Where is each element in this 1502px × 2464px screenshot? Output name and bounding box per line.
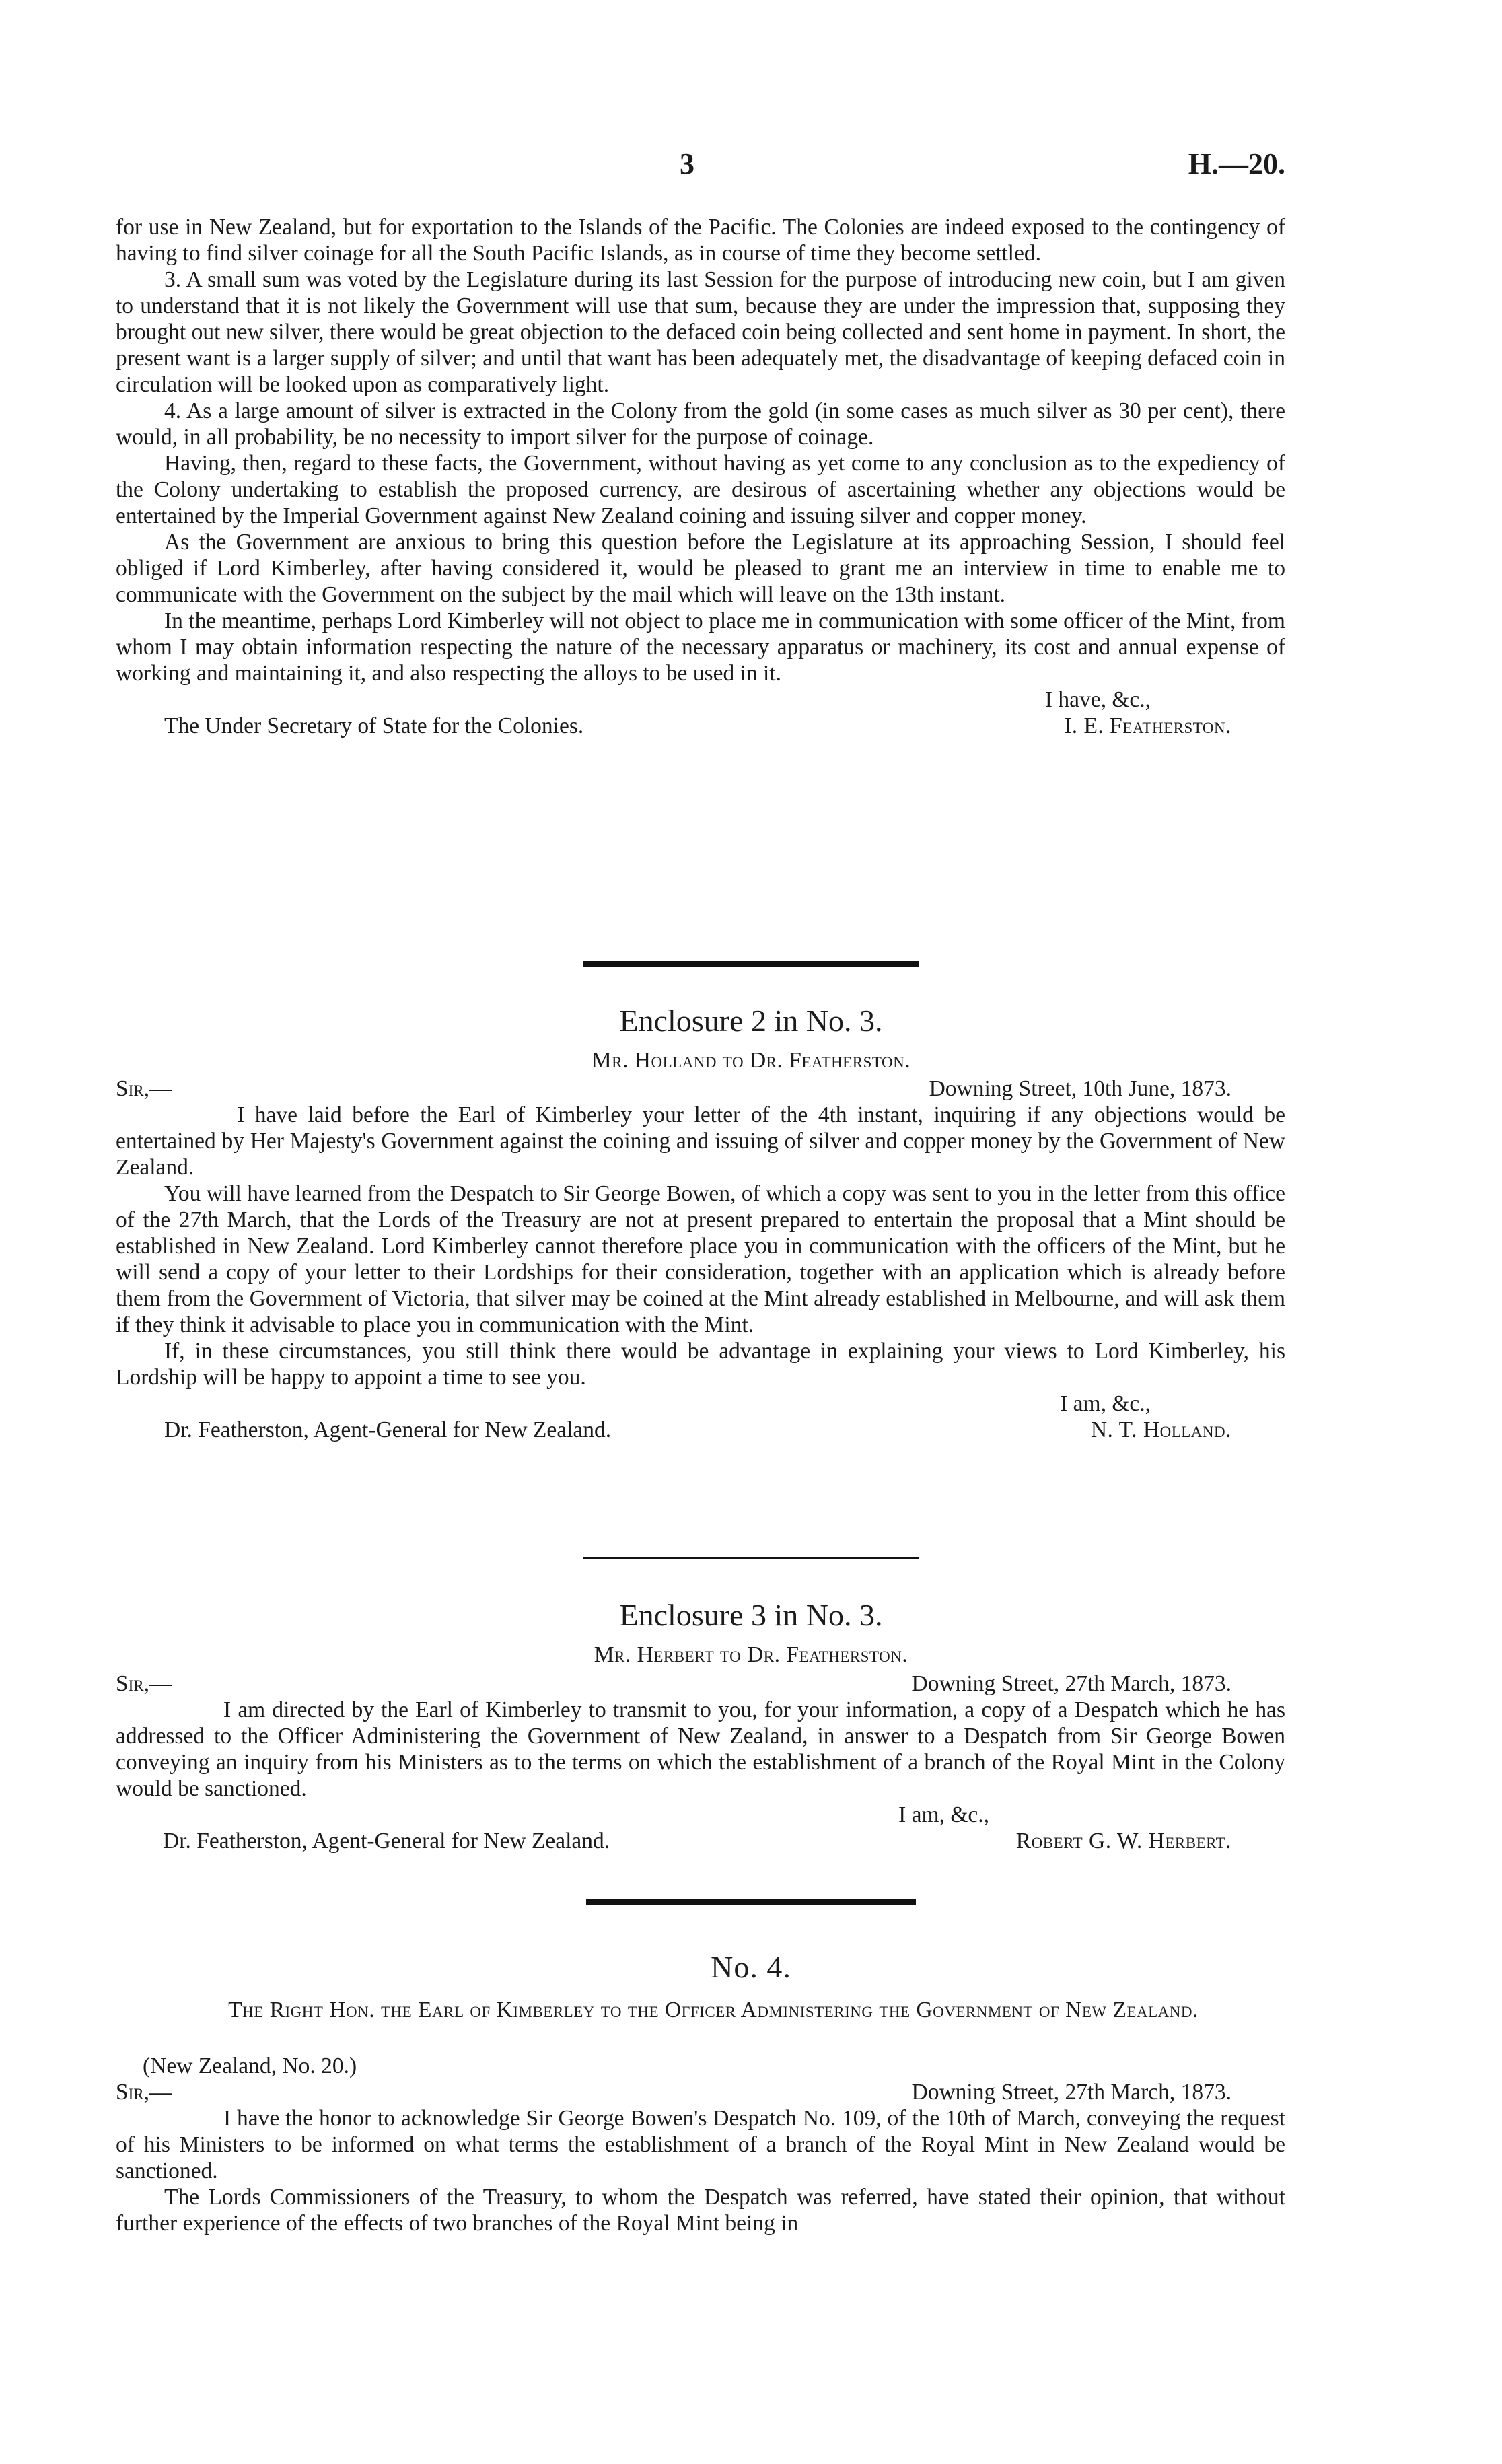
no-4-letter	[116, 2053, 1285, 2237]
signature: Robert G. W. Herbert.	[1015, 1829, 1231, 1854]
paragraph: If, in these circumstances, you still think there would be advantage in explaining your views to Lord Kimberley, his Lordship will be happy to appoint a time to see you.	[116, 1339, 1285, 1390]
enclosure-3-title: Enclosure 3 in No. 3.	[619, 1598, 883, 1632]
sign-off-row	[116, 1828, 1285, 1854]
paragraph: As the Government are anxious to bring this question before the Legislature at its approaching Session, I should feel obliged if Lord Kimberley, after having considered it, would be pleased to grant me an interview in time to enable me to communicate with the Government on the subject by the mail which will leave on the 13th instant.	[116, 530, 1285, 607]
dateline: Downing Street, 27th March, 1873.	[911, 1671, 1231, 1696]
salutation-row	[116, 1076, 1285, 1102]
signature: I. E. Featherston.	[1064, 713, 1231, 738]
paragraph: In the meantime, perhaps Lord Kimberley will not object to place me in communication with some officer of the Mint, from whom I may obtain information respecting the nature of the necessary apparatus or machinery, its cost and annual expense of working and maintaining it, and also respecting the alloys to be used in it.	[116, 608, 1285, 686]
no-4-title: No. 4.	[711, 1950, 791, 1984]
dateline: Downing Street, 27th March, 1873.	[911, 2080, 1231, 2105]
document-reference: H.—20.	[1188, 147, 1285, 180]
letter-continuation	[116, 214, 1285, 739]
paragraph: for use in New Zealand, but for exportation to the Islands of the Pacific. The Colonies are indeed exposed to the contingency of having to find silver coinage for all the South Pacific Islands, as in course of time they become settled.	[116, 215, 1285, 266]
section-divider	[586, 1899, 916, 1905]
enclosure-2-letter	[116, 1076, 1285, 1443]
paragraph: 3. A small sum was voted by the Legislature during its last Session for the purpose of introducing new coin, but I am given to understand that it is not likely the Government will use that sum, because they are under the impression that, supposing they brought out new silver, there would be great objection to the defaced coin being collected and sent home in payment. In short, the present want is a larger supply of silver; and until that want has been adequately met, the disadvantage of keeping defaced coin in circulation will be looked upon as comparatively light.	[116, 267, 1285, 397]
closing: I am, &c.,	[898, 1802, 989, 1827]
enclosure-3-from-to: Mr. Herbert to Dr. Featherston.	[594, 1642, 908, 1667]
closing: I am, &c.,	[1060, 1391, 1151, 1416]
addressee: The Under Secretary of State for the Colonies.	[164, 713, 584, 738]
paragraph: The Lords Commissioners of the Treasury, to whom the Despatch was referred, have stated their opinion, that without further experience of the effects of two branches of the Royal Mint being in	[116, 2185, 1285, 2236]
paragraph: I have laid before the Earl of Kimberley your letter of the 4th instant, inquiring if any objections would be entertained by Her Majesty's Government against the coining and issuing of silver and copper money by the Government of New Zealand.	[116, 1102, 1285, 1180]
closing: I have, &c.,	[1044, 687, 1151, 712]
addressee: Dr. Featherston, Agent-General for New Zealand.	[163, 1829, 610, 1854]
signature: N. T. Holland.	[1090, 1417, 1231, 1442]
paragraph: Having, then, regard to these facts, the Government, without having as yet come to any conclusion as to the expediency of the Colony undertaking to establish the proposed currency, are desirous of ascertaining whether any objections would be entertained by the Imperial Government against New Zealand coining and issuing silver and copper money.	[116, 451, 1285, 528]
section-divider	[583, 1557, 919, 1559]
section-divider	[583, 961, 919, 967]
salutation-row	[116, 1670, 1285, 1697]
salutation: Sir,—	[116, 1671, 172, 1696]
despatch-annotation: (New Zealand, No. 20.)	[143, 2053, 357, 2078]
paragraph: You will have learned from the Despatch to Sir George Bowen, of which a copy was sent to you in the letter from this office of the 27th March, that the Lords of the Treasury are not at present prepared to entertain the proposal that a Mint should be established in New Zealand. Lord Kimberley cannot therefore place you in communication with the officers of the Mint, but he will send a copy of your letter to their Lordships for their consideration, together with an application which is already before them from the Government of Victoria, that silver may be coined at the Mint already established in Melbourne, and will ask them if they think it advisable to place you in communication with the Mint.	[116, 1181, 1285, 1337]
salutation-row	[116, 2079, 1285, 2105]
page-number: 3	[680, 147, 694, 180]
dateline: Downing Street, 10th June, 1873.	[929, 1076, 1231, 1101]
paragraph: I have the honor to acknowledge Sir George Bowen's Despatch No. 109, of the 10th of March, conveying the request of his Ministers to be informed on what terms the establishment of a branch of the Royal Mint in New Zealand would be sanctioned.	[116, 2106, 1285, 2183]
enclosure-2-from-to: Mr. Holland to Dr. Featherston.	[591, 1048, 911, 1073]
salutation: Sir,—	[116, 2080, 172, 2105]
paragraph: 4. As a large amount of silver is extracted in the Colony from the gold (in some cases as much silver as 30 per cent), there would, in all probability, be no necessity to import silver for the purpose of coinage.	[116, 398, 1285, 450]
sign-off-row	[116, 713, 1285, 739]
addressee: Dr. Featherston, Agent-General for New Zealand.	[164, 1417, 612, 1442]
salutation: Sir,—	[116, 1076, 172, 1101]
enclosure-2-title: Enclosure 2 in No. 3.	[619, 1004, 883, 1038]
enclosure-3-letter	[116, 1670, 1285, 1854]
sign-off-row	[116, 1417, 1285, 1443]
paragraph: I am directed by the Earl of Kimberley to transmit to you, for your information, a copy of a Despatch which he has addressed to the Officer Administering the Government of New Zealand, in answer to a Despatch from Sir George Bowen conveying an inquiry from his Ministers as to the terms on which the establishment of a branch of the Royal Mint in the Colony would be sanctioned.	[116, 1697, 1285, 1801]
no-4-from-to: The Right Hon. the Earl of Kimberley to the Officer Administering the Government of New Zealand.	[228, 1998, 1199, 2022]
